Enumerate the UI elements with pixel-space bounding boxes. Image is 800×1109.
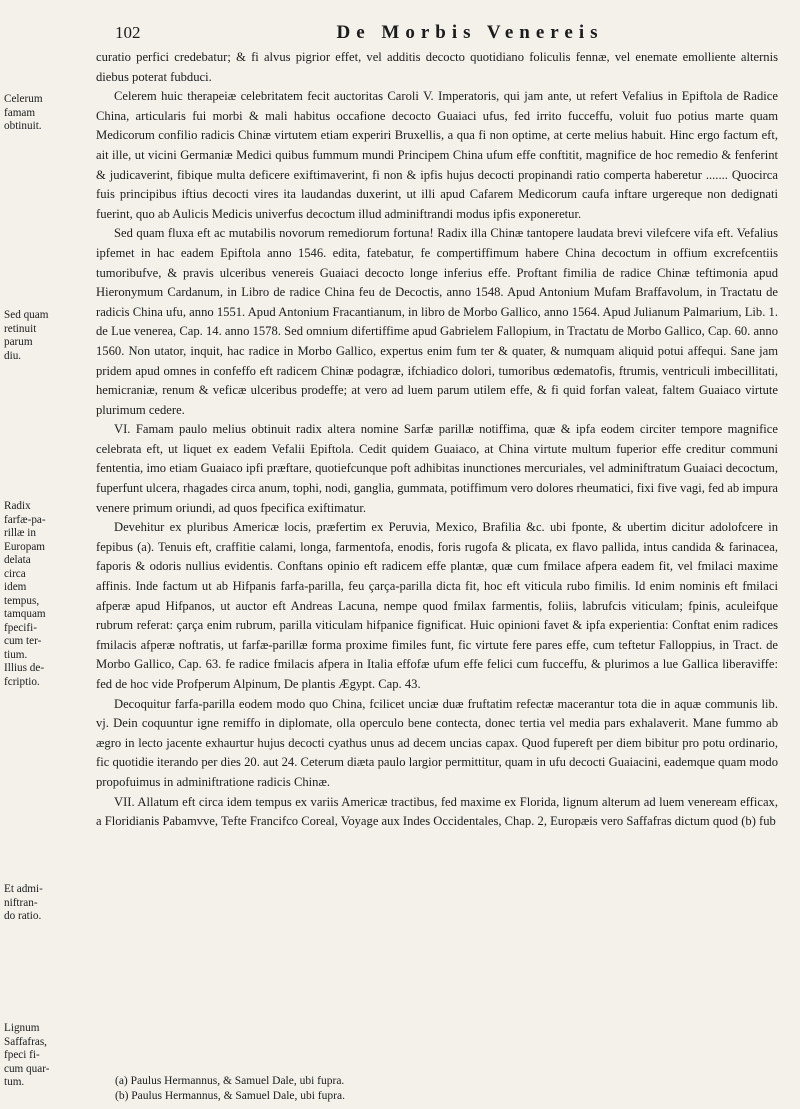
page-number: 102: [115, 23, 141, 42]
paragraph: Decoquitur farfa-parilla eodem modo quo China, fcilicet unciæ duæ fruftatim refectæ macerantur tota die in aquæ communis lib. vj. Dein coquuntur igne remiffo in diplomate, olla operculo bene contecta, donec tertia vel media pars exhalaverit. Mane fummo ab ægro in lecto jacente exhaurtur hujus decocti cyathus unus ad decem uncias capax. Quod fupereft per diem bibitur pro potu ordinario, fic quotidie iterando per dies 20. aut 24. Ceterum diæta paulo largior permittitur, quam in ufu decocti Guaiacini, eademque quam modo propofuimus in adminiftratione radicis Chinæ.: [96, 696, 778, 789]
margin-note-radix-sarsaparilla: Radix farfæ-pa- rillæ in Europam delata circa idem tempus, tamquam fpecifi- cum ter- tium. Illius de- fcriptio.: [4, 500, 46, 688]
paragraph: Sed quam fluxa eft ac mutabilis novorum remediorum fortuna! Radix illa Chinæ tantopere laudata brevi vilefcere vifa eft. Vefalius ipfemet in hac eadem Epiftola anno 1546. edita, fatebatur, fe compertiffimum habere China decoctum in offium excrefcentiis tumoribufve, & pravis ulceribus venereis Guaiaci decocto longe inferius effe. Proftant fimilia de radice Chinæ teftimonia apud Hieronymum Cardanum, in Libro de radice China feu de Decoctis, anno 1548. Apud Antonium Mufam Braffavolum, in Tractatu de radicis China ufu, anno 1551. Apud Antonium Fracantianum, in libro de Morbo Gallico, anno 1564. Apud Julianum Palmarium, Lib. 1. de Lue venerea, Cap. 14. anno 1578. Sed omnium difertiffime apud Gabrielem Fallopium, in Tractatu de Morbo Gallico, Cap. 60. anno 1560. Non utator, inquit, hac radice in Morbo Gallico, expertus enim fum ter & quater, & numquam aliquid potui affequi. Sane jam pridem apud omnes in confeffo eft radicem Chinæ podagræ, ifchiadico dolori, tumoribus œdematofis, ftrumis, ventriculi imbecillitati, hemicraniæ, renum & veficæ ulceribus prodeffe; at vero ad luem parum utilem effe, & fi quid forfan valeat, faltem Guaiaco virtute plurimum cedere.: [96, 226, 778, 417]
running-head: De Morbis Venereis: [336, 22, 604, 43]
page-header: [115, 20, 765, 46]
paragraph: curatio perfici credebatur; & fi alvus pigrior effet, vel additis decocto quotidiano foliculis fennæ, vel enemate emolliente alternis diebus poterat fubduci.: [96, 50, 778, 84]
paragraph: VII. Allatum eft circa idem tempus ex variis Americæ tractibus, fed maxime ex Florida, lignum alterum ad luem veneream efficax, a Floridianis Pabamvve, Tefte Francifco Coreal, Voyage aux Indes Occidentales, Chap. 2, Europæis vero Saffafras dictum quod (b) fub: [96, 794, 778, 829]
paragraph: Celerem huic therapeiæ celebritatem fecit auctoritas Caroli V. Imperatoris, qui jam ante, ut refert Vefalius in Epiftola de Radice China, articularis fui morbi & mali habitus occafione decocto Guaiaci ufus, fed irrito fucceffu, voluit fuo potius marte quam Medicorum confilio radicis Chinæ virtutem etiam experiri Bruxellis, a qua fi non optime, at certe melius habuit. Hinc ergo factum eft, ait ille, ut vicini Germaniæ Medici quibus fummum mundi Principem China ufum effe conftitit, magnifice de hoc remedio & fenferint & judicaverint, fibique multa deficere exiftimaverint, fi non & ipfis hujus decocti propinandi ratio comperta haberetur ....... Quocirca fuis principibus iftius decocti vires ita laudandas duxerint, ut illi apud Cafarem Medicorum caufa inftare urgereque non dedignati fuerint, quo ab Aulicis Medicis univerfus decoctum illud adminiftrandi modus ipfis exponeretur.: [96, 89, 778, 221]
margin-note-celerum: Celerum famam obtinuit.: [4, 93, 43, 132]
margin-note-administratio: Et admi- niftran- do ratio.: [4, 883, 43, 922]
margin-note-sed-quam: Sed quam retinuit parum diu.: [4, 309, 49, 362]
footnote: (a) Paulus Hermannus, & Samuel Dale, ubi fupra.: [115, 1075, 345, 1087]
footnotes: [115, 1074, 765, 1104]
footnote: (b) Paulus Hermannus, & Samuel Dale, ubi fupra.: [115, 1090, 345, 1102]
paragraph: VI. Famam paulo melius obtinuit radix altera nomine Sarfæ parillæ notiffima, quæ & ipfa eodem circiter tempore magnifice celebrata eft, ut liquet ex eadem Vefalii Epiftola. Cedit quidem Guaiaco, at China virtute multum fuperior effe creditur communi fententia, imo etiam Guaiaco ipfi præftare, quotiefcunque poft adhibitas inunctiones mercuriales, vel adminiftratum Guaiaci decoctum, fuperfunt ulcera, rhagades circa anum, tophi, nodi, ganglia, gummata, potiffimum vero dolores rheumatici, fixi five vagi, fed ab impura venere primum oriundi, ad quos fpecifica exiftimatur.: [96, 422, 778, 515]
body-text: [96, 48, 778, 832]
margin-note-lignum-sassafras: Lignum Saffafras, fpeci fi- cum quar- tum.: [4, 1022, 50, 1088]
paragraph: Devehitur ex pluribus Americæ locis, præfertim ex Peruvia, Mexico, Brafilia &c. ubi fponte, & ubertim dicitur adolofcere in fepibus (a). Tenuis eft, craffitie calami, longa, farmentofa, enodis, foris rugofa & plicata, ex flavo pallida, intus candida & farinacea, faporis & odoris nullius evidentis. Conftans opinio eft radicem effe plantæ, quæ cum fmilace afpera eadem fit, vel fmilaci maxime affinis. Inde factum ut ab Hifpanis farfa-parilla, feu çarça-parilla dicta fit, hoc eft viticula rubo fimilis. Id enim nominis eft fmilaci afperæ apud Hifpanos, ut auctor eft Andreas Lacuna, nempe quod fmilax farmentis, foliis, labrufcis viticulam; fpinis, aculeifque rubrum referat: çarça enim rubrum, parilla viticulam hifpanice fignificat. Huic opinioni favet & ipfa experientia: Conftat enim radices fmilacis afperæ noftratis, ut farfæ-parillæ forma proxime fimiles funt, fic virtute fere pares effe, cum teftetur Falloppius, in Tract. de Morbo Gallico, Cap. 63. fe radice fmilacis afpera in Italia effofæ ufum effe felici cum fucceffu, & plurimos a lue Gallica liberaviffe: fed de hoc vide Profperum Alpinum, De plantis Ægypt. Cap. 43.: [96, 520, 778, 691]
